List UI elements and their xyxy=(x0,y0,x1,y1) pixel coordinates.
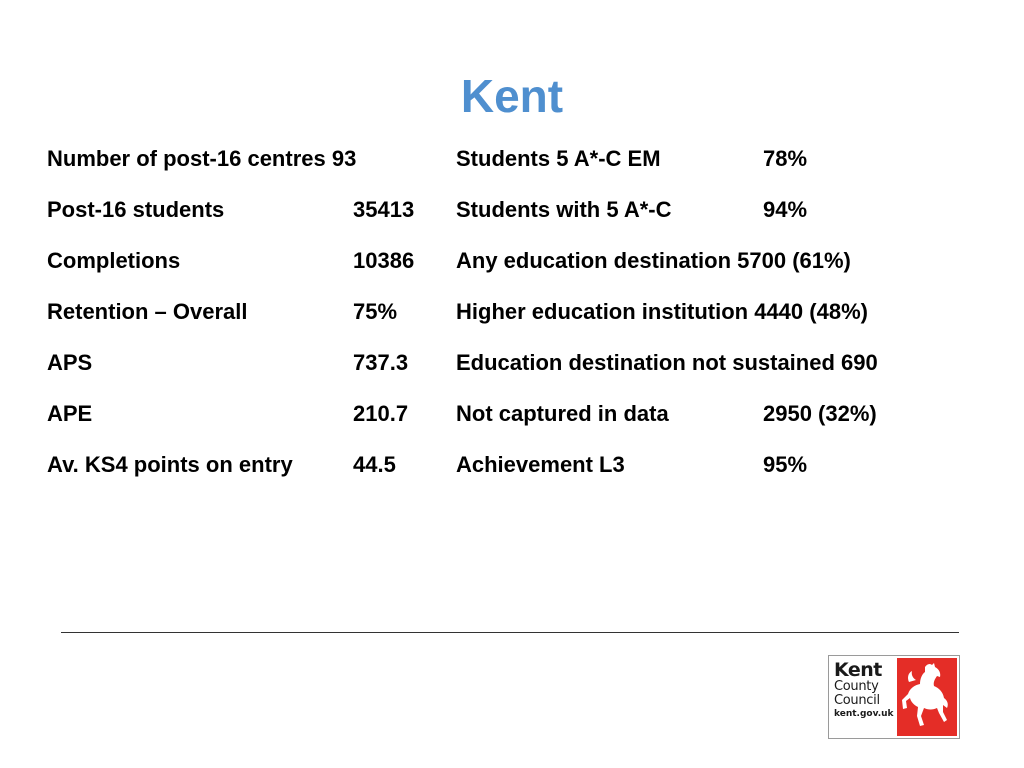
stat-label: Completions xyxy=(47,248,181,273)
stat-row xyxy=(456,133,996,184)
stat-label: Retention – Overall xyxy=(47,299,248,324)
stat-row xyxy=(47,439,447,490)
stat-row xyxy=(47,133,447,184)
left-stats xyxy=(47,133,447,490)
stat-row xyxy=(456,337,996,388)
stat-value: 94% xyxy=(763,197,808,222)
stat-value: 2950 (32%) xyxy=(763,401,877,426)
stat-label: Not captured in data xyxy=(456,401,669,426)
stat-value: 78% xyxy=(763,146,808,171)
stat-row xyxy=(456,235,996,286)
stat-label: Any education destination 5700 (61%) xyxy=(456,248,851,273)
stat-value: 44.5 xyxy=(353,452,396,477)
stat-row xyxy=(456,184,996,235)
stat-value: 75% xyxy=(353,299,398,324)
logo-text xyxy=(834,661,896,720)
divider xyxy=(61,632,959,633)
white-horse-icon xyxy=(897,658,957,736)
logo-line-website: kent.gov.uk xyxy=(834,709,894,719)
stat-label: Achievement L3 xyxy=(456,452,625,477)
stat-value: 10386 xyxy=(353,248,415,273)
stat-value: 35413 xyxy=(353,197,415,222)
stat-row xyxy=(47,184,447,235)
stat-label: Av. KS4 points on entry xyxy=(47,452,293,477)
stat-label: Number of post-16 centres 93 xyxy=(47,146,357,171)
stat-label: Post-16 students xyxy=(47,197,225,222)
logo-line-kent: Kent xyxy=(834,659,882,681)
stat-value: 737.3 xyxy=(353,350,409,375)
stat-row xyxy=(47,337,447,388)
stat-label: Education destination not sustained 690 xyxy=(456,350,878,375)
kent-county-council-logo xyxy=(828,655,960,739)
stat-row xyxy=(47,235,447,286)
stat-label: APE xyxy=(47,401,93,426)
stat-row xyxy=(456,286,996,337)
stat-value: 95% xyxy=(763,452,808,477)
stat-label: APS xyxy=(47,350,93,375)
stat-row xyxy=(456,439,996,490)
stat-value: 210.7 xyxy=(353,401,409,426)
stat-row xyxy=(47,388,447,439)
right-stats xyxy=(456,133,996,490)
stat-label: Students with 5 A*-C xyxy=(456,197,672,222)
logo-line-council: Council xyxy=(834,693,880,708)
stat-row xyxy=(47,286,447,337)
page-title: Kent xyxy=(460,70,564,122)
stat-label: Higher education institution 4440 (48%) xyxy=(456,299,868,324)
stat-label: Students 5 A*-C EM xyxy=(456,146,661,171)
logo-line-county: County xyxy=(834,679,879,694)
stat-row xyxy=(456,388,996,439)
